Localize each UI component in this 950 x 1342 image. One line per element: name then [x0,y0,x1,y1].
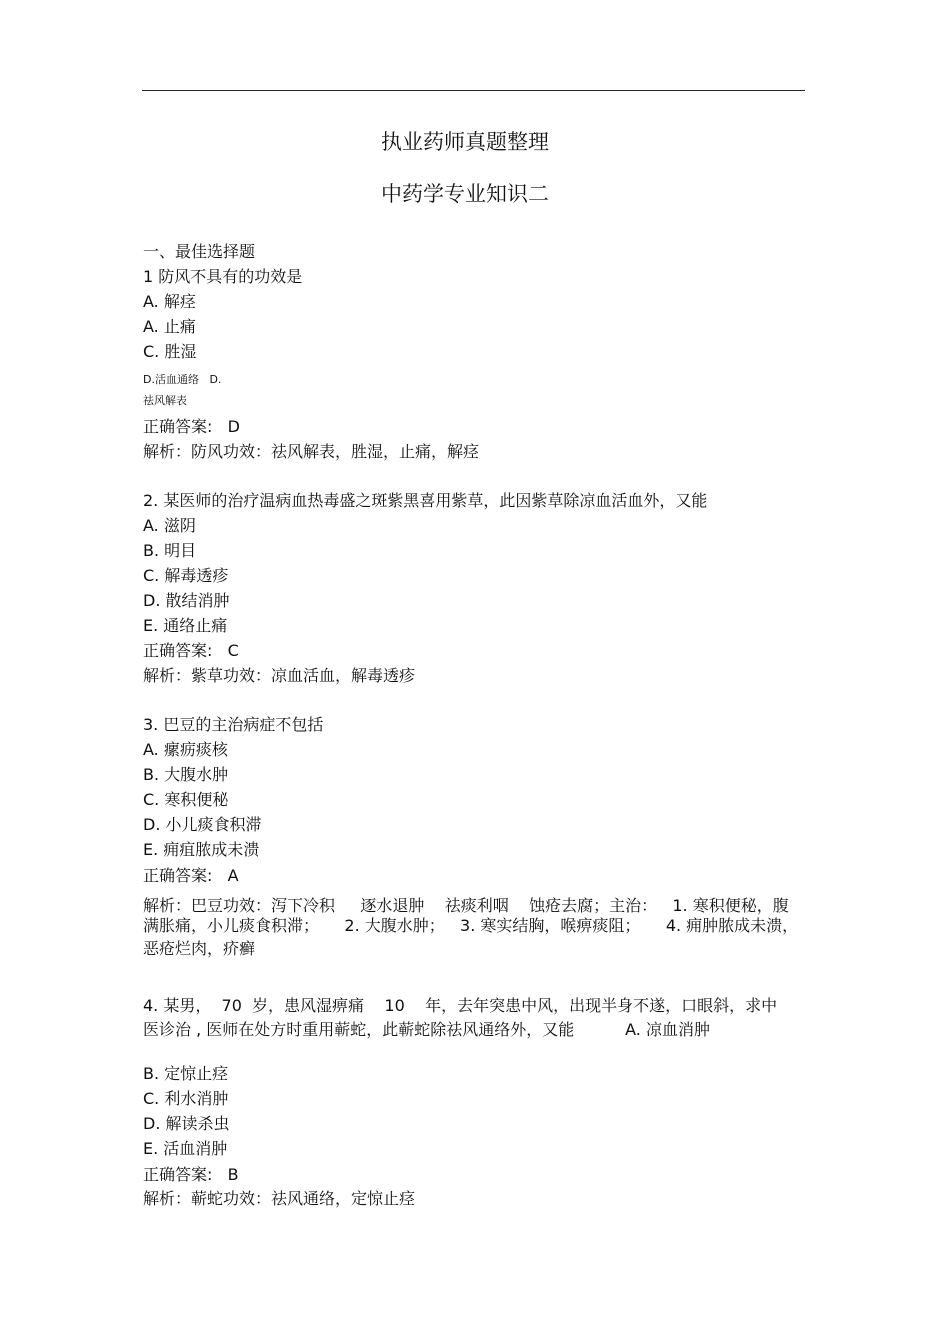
q1-option: C. 胜湿 [143,342,197,361]
header-rule [142,90,805,91]
q3-option-e: E. 痈疽脓成未溃 [143,840,260,859]
q2-option-b: B. 明目 [143,541,197,560]
q4-option-b: B. 定惊止痉 [143,1064,229,1083]
q4-question: 4. 某男， 70 岁，患风湿痹痛 10 年，去年突患中风，出现半身不遂，口眼斜，求中 [143,996,778,1015]
q2-option-a: A. 滋阴 [143,516,196,535]
q1-option: D.活血通络 D. [143,373,222,386]
q1-analysis: 解析：防风功效：祛风解表，胜湿，止痛，解痉 [143,442,480,461]
q1-option: 祛风解表 [143,394,187,407]
q1-option: A. 止痛 [143,317,196,336]
q4-answer: 正确答案: B [143,1165,239,1184]
q3-option-c: C. 寒积便秘 [143,790,229,809]
q2-option-c: C. 解毒透疹 [143,566,229,585]
q2-option-e: E. 通络止痛 [143,616,228,635]
q3-option-d: D. 小儿痰食积滞 [143,815,262,834]
q1-option: A. 解痉 [143,292,196,311]
q3-analysis: 恶疮烂肉，疥癣 [143,939,256,958]
q4-option-c: C. 利水消肿 [143,1089,229,1108]
page-title: 执业药师真题整理 [381,130,549,154]
q2-answer: 正确答案: C [143,641,239,660]
q4-analysis: 解析：蕲蛇功效：祛风通络，定惊止痉 [143,1189,416,1208]
q3-analysis: 解析：巴豆功效：泻下冷积 逐水退肿 祛痰利咽 蚀疮去腐；主治： 1. 寒积便秘，腹 [143,896,789,915]
q3-question: 3. 巴豆的主治病症不包括 [143,715,324,734]
q1-question: 1 防风不具有的功效是 [143,267,303,286]
page-subtitle: 中药学专业知识二 [381,182,549,206]
q4-option-d: D. 解读杀虫 [143,1114,230,1133]
q2-analysis: 解析：紫草功效：凉血活血，解毒透疹 [143,666,416,685]
q4-option-e: E. 活血消肿 [143,1139,228,1158]
q1-answer: 正确答案: D [143,417,240,436]
q3-option-a: A. 瘰疬痰核 [143,740,228,759]
q3-option-b: B. 大腹水肿 [143,765,229,784]
q2-question: 2. 某医师的治疗温病血热毒盛之斑紫黑喜用紫草，此因紫草除凉血活血外，又能 [143,491,708,510]
section-heading: 一、最佳选择题 [143,242,256,261]
q4-question: 医诊治 , 医师在处方时重用蕲蛇，此蕲蛇除祛风通络外，又能 A. 凉血消肿 [143,1020,710,1039]
q2-option-d: D. 散结消肿 [143,591,230,610]
q3-answer: 正确答案: A [143,866,239,885]
q3-analysis: 满胀痛，小儿痰食积滞； 2. 大腹水肿； 3. 寒实结胸，喉痹痰阻； 4. 痈肿脓成未溃， [143,916,799,935]
